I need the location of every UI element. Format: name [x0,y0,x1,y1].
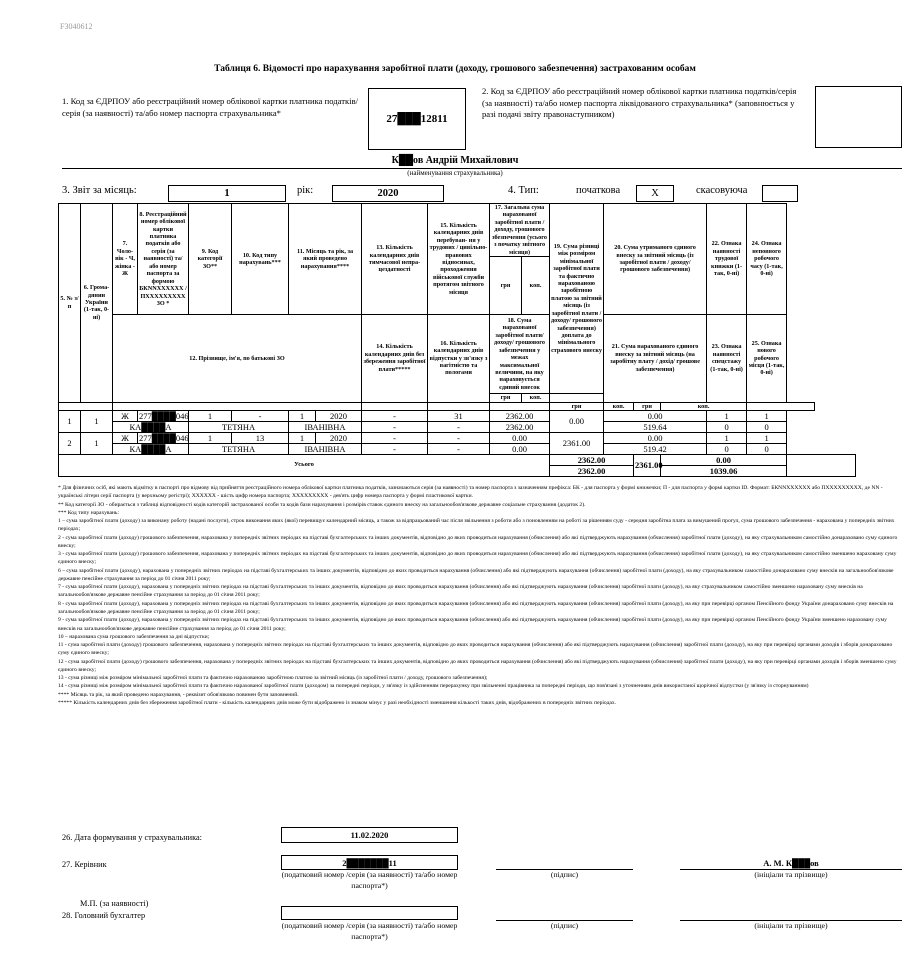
col17-header: 17. Загальна сума нарахованої заробітної плати / доходу, грошового збезпечення (усього з початку звітного місяця) [490,204,550,257]
row-gender: Ж [113,410,138,421]
row-c17: 0.00 [490,432,550,443]
row-num: 1 [59,410,81,432]
empty-sub [113,402,362,410]
row-c25: 0 [747,443,787,454]
row-accrual-type: - [232,410,289,421]
row-c22: 1 [707,432,747,443]
row-citizen: 1 [81,432,113,454]
col23-header: 23. Ознака наявності спецстажу (1-так, 0-ні) [707,315,747,402]
note: 13 - сума різниці між розміром мінімальної заробітної плати та фактично нарахованою заробітною платою за звітний місяць (із заробітної плати / доходу, грошового забезпечення); [58,675,488,682]
col8-header: 8. Реєстраційний номер облікової картки платника податків або серія (за наявності) та/або номер паспорта за формою БКNNXXXXXX / ПXXXXXXXXX ЗО * [138,204,189,315]
row-category: 1 [189,432,232,443]
accountant-name-caption: (ініціали та прізвище) [754,921,828,930]
initial-label: початкова [576,185,621,196]
table-row [59,410,904,421]
table-row [59,421,904,432]
empty-sub [59,402,113,410]
month-label: 3. Звіт за місяць: [62,185,137,196]
accountant-id-caption: (податковий номер /серія (за наявності) та/або номер паспорта*) [281,921,458,941]
col5-header: 5. № з/п [59,204,81,403]
row-patronymic: ІВАНІВНА [289,421,362,432]
col22-header: 22. Ознака наявності трудової книжки (1-так, 0-ні) [707,204,747,315]
col10-header: 10. Код типу нарахувань*** [232,204,289,315]
field2-label: 2. Код за ЄДРПОУ або реєстраційний номер облікової картки платника податків/серія (за наявності) та/або номер паспорта ліквідованого страхувальника* (заповнюється у разі подачі звіту правонаступником) [482,86,797,120]
row-c21: 519.64 [604,421,707,432]
total-c21: 1039.06 [661,465,787,476]
row-c22: 1 [707,410,747,421]
col18-uah: грн [490,394,522,402]
note: ***** Кількість календарних днів без збереження заробітної плати - кількість календарних днів може бути відображено із знаком мінус у разі необхідності зменшення кількості таких днів, відображених в попередніх звітних періодах. [58,699,617,706]
note: 8 - сума заробітної плати (доходу), нарахована у попередніх звітних періодах на підставі бухгалтерських та інших документів, відповідно до яких проводиться нарахування (обчислення) або які підтверджують нарахування (обчислення) заробітної плати (доходу), на яку при перевірці органом Пенсійного фонду України донараховано суму внесків на загальнообов'язкове державне пенсійне страхування за період до 01 січня 2011 року; [58,600,894,615]
accountant-label: 28. Головний бухгалтер [62,911,146,920]
empty-sub [428,402,490,410]
col15-header: 15. Кількість календарних днів перебуван- ня у трудових / цивільно- правових відносинах, проходження військової служби протягом звітного місяця [428,204,490,315]
note: * Для фізичних осіб, які мають відмітку в паспорті про відмову від прийняття реєстраційного номера облікової картки платника податків, зазначаються серія (за наявності) та номер паспорта з зазначенням префікса: БК - для паспорта у формі книжечки; П - для паспорта у формі картки ID. Формат: БКNNXXXXXX або ПXXXXXXXXX, де NN - українські літери серії паспорта (у верхньому регістрі); XXXXXX - шість цифр номера паспорта; XXXXXXXXX - дев'ять цифр номера паспорта у формі пластикової картки. [58,485,883,500]
row-year: 2020 [316,432,362,443]
col18-header: 18. Сума нарахованої заробітної плати/ доходу/ грошового забезпечення у межах максимальної величини, на яку нараховується єдиний внесок [490,315,550,394]
month-field[interactable]: 1 [168,185,286,202]
cancel-checkbox[interactable] [762,185,798,202]
row-c15: 31 [428,410,490,421]
col16-header: 16. Кількість календарних днів відпустки у зв'язку з вагітністю та пологами [428,315,490,402]
col17-kop: коп. [522,257,550,315]
total-c19: 2361.00 [634,454,661,476]
row-name: ТЕТЯНА [189,421,289,432]
row-citizen: 1 [81,410,113,432]
form-code: F3040612 [60,22,93,31]
empty-sub [362,402,428,410]
stamp-label: М.П. (за наявності) [80,899,149,908]
note: 12 - сума заробітної плати (доходу) грошового забезпечення, нарахована у попередніх звітних періодах на підставі бухгалтерських та інших документів, відповідно до яких проводиться нарахування (обчислення) або які підтверджують нарахування (обчислення) заробітної плати (доходу), на яку при перевірці органами доходів і зборів зменшено суму єдиного внеску; [58,658,897,673]
row-month: 1 [289,432,316,443]
note: 10 – нарахована сума грошового забезпечення за дні відпустки; [58,633,210,640]
total-c20: 0.00 [661,454,787,465]
row-patronymic: ІВАНІВНА [289,443,362,454]
col20-header: 20. Сума утриманого єдиного внеску за звітний місяць (із заробітної плати / доходу/ грошового забезпечення) [604,204,707,315]
note: 14 - сума різниці між розміром мінімальної заробітної плати та фактично нарахованої заробітної плати (доходом) за попередні періоди, у зв'язку із здійсненням перерахунку при звільненні працівника за попередні періоди, що пов'язані з уточненням днів використаної щорічної відпустки (у зв'язку із сторнуванням) [58,683,809,690]
note: 9 - сума заробітної плати (доходу), нарахована у попередніх звітних періодах на підставі бухгалтерських та інших документів, відповідно до яких проводиться нарахування (обчислення) або які підтверджують нарахування (обчислення) заробітної плати (доходу), на яку при перевірці органом Пенсійного фонду України зменшено нараховану суму внесків на загальнообов'язкове державне пенсійне страхування за період до 01 січня 2011 року; [58,617,887,632]
col14-header: 14. Кількість календарних днів без збереження заробітної плати***** [362,315,428,402]
col19-header: 19. Сума різниці між розміром мінімальної заробітної плати та фактично нарахованою заробітною платою за звітний місяць (із заробітної плати / доходу/ грошового забезпечення) доплата до мінімального страхового внеску [550,204,604,394]
note: **** Місяць та рік, за який проведено нарахування, - реквізит обов'язково повинен бути заповнений. [58,691,299,698]
col19-kop: коп. [604,402,634,410]
row-c24: 1 [747,410,787,421]
col21-header: 21. Сума нарахованого єдиного внеску за звітний місяць (на заробітну плату / дохід/ грошове забезпечення) [604,315,707,402]
note: ** Код категорії ЗО - обирається з таблиці відповідності кодів категорій застрахованої особи та кодів бази нарахування і розмірів ставок єдиного внеску на загальнообов'язкове державне соціальне страхування (додаток 2). [58,501,586,508]
field1-value[interactable]: 27███12811 [368,88,466,150]
insurer-name: К██ов Андрій Михайлович [391,155,519,166]
head-name-caption: (ініціали та прізвище) [754,870,828,879]
date-field[interactable]: 11.02.2020 [281,827,458,843]
row-tax-id: 277████046 [139,432,189,443]
row-c23: 0 [707,443,747,454]
row-tax-id: 277████046 [139,410,189,421]
row-gender: Ж [113,432,138,443]
col6-header: 6. Грома- дянин України (1-так, 0-ні) [81,204,113,403]
col19-sub [550,394,604,402]
row-c25: 0 [747,421,787,432]
col7-header: 7. Чоло- вік - Ч, жінка - Ж [113,204,138,315]
note: 1 – сума заробітної плати (доходу) за виконану роботу (надані послуги), строк виконання яких (якої) перевищує календарний місяць, а також за відпрацьований час після звільнення з роботи або з поновленням на роботі за рішенням суду - середня заробітна плата за вимушений прогул, сума грошового забезпечення - нарахована у попередніх звітних періодах; [58,518,895,533]
row-num: 2 [59,432,81,454]
empty-sub [747,402,815,410]
insurer-caption: (найменування страхувальника) [407,169,503,177]
row-year: 2020 [316,410,362,421]
initial-checkbox[interactable]: X [636,185,674,202]
row-c23: 0 [707,421,747,432]
col25-header: 25. Ознака нового робочого місця (1-так, 0-ні) [747,315,787,402]
total-c17: 2362.00 [550,454,634,465]
cancel-label: скасовуюча [696,185,748,196]
total-label: Усього [59,454,550,476]
row-c16: - [428,421,490,432]
row-name: ТЕТЯНА [189,443,289,454]
col13-header: 13. Кількість календарних днів тимчасової непра- цездатності [362,204,428,315]
head-id-caption: (податковий номер /серія (за наявності) та/або номер паспорта*) [281,870,458,890]
col20-uah: грн [634,402,661,410]
table-title: Таблиця 6. Відомості про нарахування заробітної плати (доходу, грошового забезпечення) застрахованим особам [214,64,696,74]
accrual-table [58,203,904,477]
col12-header: 12. Прізвище, ім'я, по батькові ЗО [113,315,362,402]
col19-uah: грн [550,402,604,410]
col17-uah: грн [490,257,522,315]
row-surname: КА████А [113,443,189,454]
row-c19: 0.00 [550,410,604,432]
total-empty [787,454,856,476]
row-c24: 1 [747,432,787,443]
row-category: 1 [189,410,232,421]
note: 6 – сума заробітної плати (доходу), нарахована у попередніх звітних періодах на підставі бухгалтерських та інших документів, відповідно до яких проводиться нарахування (обчислення) або які підтверджують нарахування (обчислення) заробітної плати (доходу), на яку страхувальником самостійно донараховано суму внесків на загальнообов'язкове державне пенсійне страхування за період до 01 січня 2011 року; [58,567,894,582]
field2-value[interactable] [815,86,902,148]
row-c13: - [362,410,428,421]
year-label: рік: [297,185,314,196]
row-c21: 519.42 [604,443,707,454]
year-field[interactable]: 2020 [332,185,444,202]
note: *** Код типу нарахувань: [58,509,120,516]
note: 3 - сума заробітної плати (доходу) грошового забезпечення, нарахована у попередніх звітних періодах на підставі бухгалтерських та інших документів, відповідно до яких проводиться нарахування (обчислення) або які підтверджують нарахування (обчислення) заробітної плати (доходу), на яку страхувальником самостійно зменшено нараховану суму єдиного внеску; [58,551,897,566]
row-c14: - [362,443,428,454]
notes [58,484,904,707]
accountant-sign-caption: (підпис) [550,921,579,930]
total-c18: 2362.00 [550,465,634,476]
row-c16: - [428,443,490,454]
note: 2 - сума заробітної плати (доходу) грошового забезпечення, нарахована у попередніх звітних періодах на підставі бухгалтерських та інших документів, відповідно до яких проводиться нарахування (обчислення) або які підтверджують нарахування (обчислення) заробітної плати (доходу), на яку страхувальником самостійно донараховано суму єдиного внеску; [58,534,898,549]
col18-kop: коп. [522,394,550,402]
date-label: 26. Дата формування у страхувальника: [62,833,202,842]
row-c18: 2362.00 [490,421,550,432]
row-month: 1 [289,410,316,421]
accountant-id-field[interactable] [281,906,458,920]
col20-kop: коп. [661,402,747,410]
col11-header: 11. Місяць та рік, за який проведено нарахування**** [289,204,362,315]
head-id-field[interactable]: 2███████11 [281,855,458,870]
type-label: 4. Тип: [508,185,539,196]
col9-header: 9. Код категорії ЗО** [189,204,232,315]
note: 11 - сума заробітної плати (доходу) грошового забезпечення, нарахована у попередніх звітних періодах на підставі бухгалтерських та інших документів, відповідно до яких проводиться нарахування (обчислення) або які підтверджують нарахування (обчислення) заробітної плати (доходу), на яку при перевірці органами доходів і зборів донараховано суму єдиного внеску; [58,642,893,657]
table-row [59,432,904,443]
row-c15: - [428,432,490,443]
head-label: 27. Керівник [62,860,107,869]
row-surname: КА████А [113,421,189,432]
row-c20: 0.00 [604,410,707,421]
empty-sub [490,402,550,410]
row-c14: - [362,421,428,432]
row-c19: 2361.00 [550,432,604,454]
row-c13: - [362,432,428,443]
row-c18: 0.00 [490,443,550,454]
head-name: А. М. К███ов [763,858,819,868]
row-accrual-type: 13 [232,432,289,443]
row-c20: 0.00 [604,432,707,443]
head-sign-caption: (підпис) [550,870,579,879]
table-row [59,443,904,454]
col24-header: 24. Ознака неповного робочого часу (1-так, 0-ні) [747,204,787,315]
total-row [59,454,904,465]
note: 7 - сума заробітної плати (доходу), нарахована у попередніх звітних періодах на підставі бухгалтерських та інших документів, відповідно до яких проводиться нарахування (обчислення) або які підтверджують нарахування (обчислення) заробітної плати (доходу), на яку страхувальником самостійно зменшено нараховану суму внесків на загальнообов'язкове державне пенсійне страхування за період до 01 січня 2011 року; [58,584,863,599]
row-c17: 2362.00 [490,410,550,421]
field1-label: 1. Код за ЄДРПОУ або реєстраційний номер облікової картки платника податків/серія (за наявності) та/або номер паспорта страхувальника* [62,96,359,118]
